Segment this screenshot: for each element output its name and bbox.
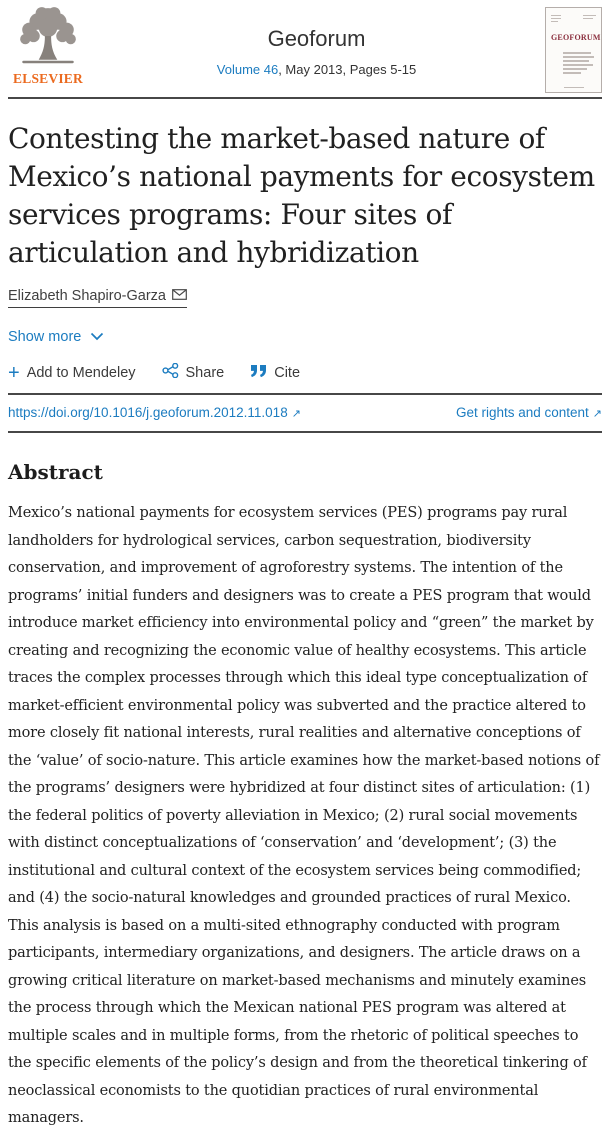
abstract-heading: Abstract — [8, 460, 103, 484]
quote-cite-icon — [250, 364, 267, 382]
author-name: Elizabeth Shapiro-Garza — [8, 288, 166, 304]
elsevier-wordmark: ELSEVIER — [13, 71, 83, 86]
external-link-icon: ↗ — [291, 408, 301, 420]
journal-header-center — [88, 5, 545, 77]
doi-divider — [8, 431, 602, 433]
share-button[interactable] — [162, 363, 225, 382]
issue-text: , May 2013, Pages 5-15 — [278, 62, 417, 77]
share-nodes-icon — [162, 363, 179, 382]
envelope-icon — [172, 288, 187, 304]
journal-title-link[interactable]: Geoforum — [267, 26, 366, 51]
cover-top-text — [551, 13, 596, 24]
action-toolbar — [8, 363, 602, 382]
elsevier-tree-icon — [15, 5, 81, 74]
doi-link[interactable]: https://doi.org/10.1016/j.geoforum.2012.11.018 ↗ — [8, 405, 301, 420]
plus-icon: + — [8, 361, 20, 384]
add-to-mendeley-label: Add to Mendeley — [26, 364, 136, 381]
doi-row — [8, 395, 602, 431]
journal-header — [8, 0, 602, 97]
abstract-text: Mexico’s national payments for ecosystem services (PES) programs pay rural landholders for hydrological services, carbon sequestration, biodiversity conservation, and improvement of agroforestry systems. The intention of the programs’ initial funders and designers was to create a PES program that would introduce market efficiency into environmental policy and “green” the market by creating and recognizing the economic value of healthy ecosystems. This article traces the complex processes through which this ideal type conceptualization of market-efficient environmental policy was subverted and the practice altered to more closely fit national interests, rural realities and alternative conceptions of the ‘value’ of socio-nature. This article examines how the market-based notions of the programs’ designers were hybridized at four distinct sites of articulation: (1) the federal politics of poverty alleviation in Mexico; (2) rural social movements with distinct conceptualizations of ‘conservation’ and ‘development’; (3) the institutional and cultural context of the ecosystem services being commodified; and (4) the socio-natural knowledges and grounded practices of rural Mexico. This analysis is based on a multi-sited ethnography conducted with program participants, intermediary organizations, and designers. The article draws on a growing critical literature on market-based mechanisms and minutely examines the process through which the Mexican national PES program was altered at multiple scales and in multiple forms, from the rhetoric of political speeches to the specific elements of the policy’s design and from the theoretical tinkering of neoclassical economists to the quotidian practices of rural environmental managers. — [8, 505, 600, 1126]
share-label: Share — [185, 364, 225, 381]
article-title: Contesting the market-based nature of Mexico’s national payments for ecosystem services programs: Four sites of articulation and hybridization — [8, 122, 595, 269]
volume-link[interactable]: Volume 46 — [216, 62, 279, 77]
rights-and-content-link[interactable]: Get rights and content ↗ — [455, 405, 602, 420]
author-link[interactable] — [8, 288, 187, 308]
cite-label: Cite — [274, 364, 301, 381]
add-to-mendeley-button[interactable] — [8, 361, 136, 384]
author-row — [8, 287, 602, 308]
show-more-label: Show more — [8, 329, 82, 345]
cite-button[interactable] — [250, 364, 300, 382]
external-link-icon: ↗ — [592, 408, 602, 420]
show-more-button[interactable] — [8, 329, 104, 345]
chevron-down-icon — [90, 329, 104, 345]
issue-line — [88, 62, 545, 77]
elsevier-logo[interactable] — [8, 5, 88, 87]
cover-journal-name: GEOFORUM — [551, 32, 601, 42]
header-divider — [8, 97, 602, 99]
journal-cover-thumbnail[interactable] — [545, 7, 602, 93]
cover-footer-line — [551, 87, 596, 89]
cover-contents-lines — [551, 50, 596, 77]
